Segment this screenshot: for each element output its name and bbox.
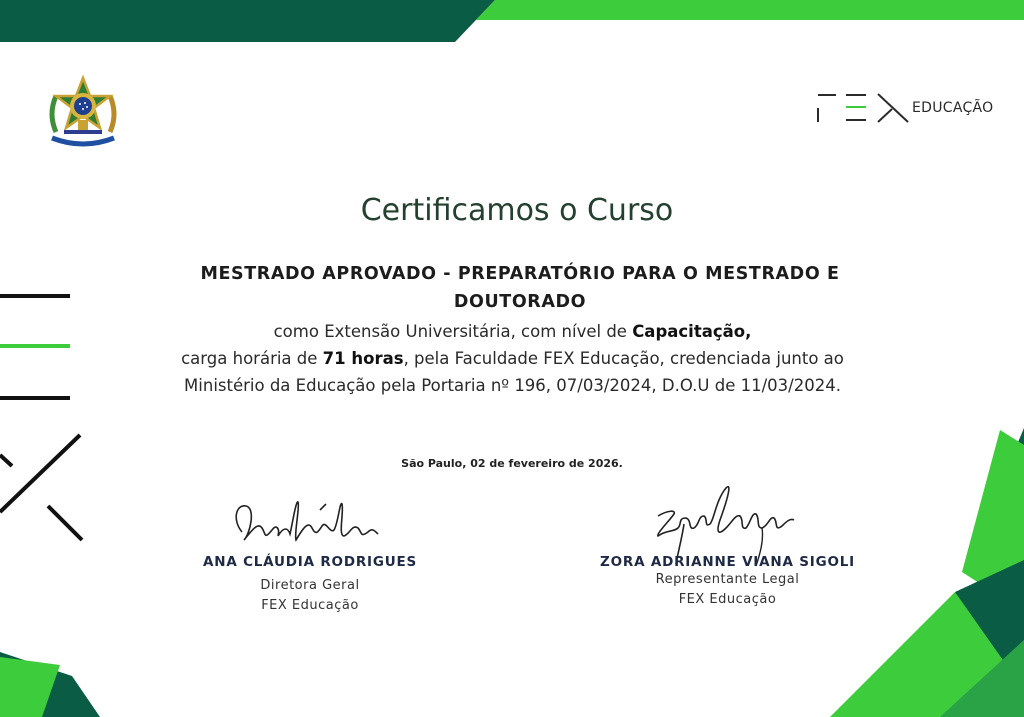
line1-prefix: como Extensão Universitária, com nível de bbox=[273, 322, 633, 341]
signer-2-role: Representante Legal bbox=[655, 572, 800, 587]
signer-2-org: FEX Educação bbox=[678, 592, 777, 607]
course-level: Capacitação, bbox=[632, 322, 752, 341]
body-line-2 bbox=[90, 345, 935, 372]
left-line-2 bbox=[0, 344, 70, 348]
left-line-1 bbox=[0, 294, 70, 298]
signer-2-name: ZORA ADRIANNE VIANA SIGOLI bbox=[600, 554, 855, 570]
signer-1-role: Diretora Geral bbox=[260, 578, 360, 593]
top-dark-band bbox=[0, 0, 495, 42]
signature-block-1 bbox=[190, 554, 430, 616]
signer-1-org: FEX Educação bbox=[261, 598, 359, 613]
certificate-body bbox=[90, 318, 935, 399]
course-name: MESTRADO APROVADO - PREPARATÓRIO PARA O MESTRADO E DOUTORADO bbox=[200, 264, 840, 312]
body-line-1 bbox=[90, 318, 935, 345]
line2-prefix: carga horária de bbox=[181, 349, 323, 368]
course-hours: 71 horas bbox=[322, 349, 404, 368]
left-line-3 bbox=[0, 396, 70, 400]
fex-logo-icon bbox=[816, 92, 910, 124]
body-line-3: Ministério da Educação pela Portaria nº 196, 07/03/2024, D.O.U de 11/03/2024. bbox=[184, 376, 841, 395]
left-x-stroke-1 bbox=[0, 435, 80, 512]
certificate-title: Certificamos o Curso bbox=[360, 193, 674, 228]
signer-1-name: ANA CLÁUDIA RODRIGUES bbox=[202, 554, 418, 570]
fex-educacao-logo bbox=[816, 92, 994, 124]
signature-block-2 bbox=[585, 554, 870, 610]
left-x-stroke-3 bbox=[48, 506, 82, 540]
top-green-band bbox=[476, 0, 1024, 20]
brazil-coat-of-arms-icon bbox=[44, 74, 122, 154]
place-date: São Paulo, 02 de fevereiro de 2026. bbox=[401, 457, 623, 470]
signature-ana-claudia bbox=[222, 490, 392, 550]
line2-suffix: , pela Faculdade FEX Educação, credenciada junto ao bbox=[403, 349, 844, 368]
brand-suffix: EDUCAÇÃO bbox=[912, 100, 994, 116]
